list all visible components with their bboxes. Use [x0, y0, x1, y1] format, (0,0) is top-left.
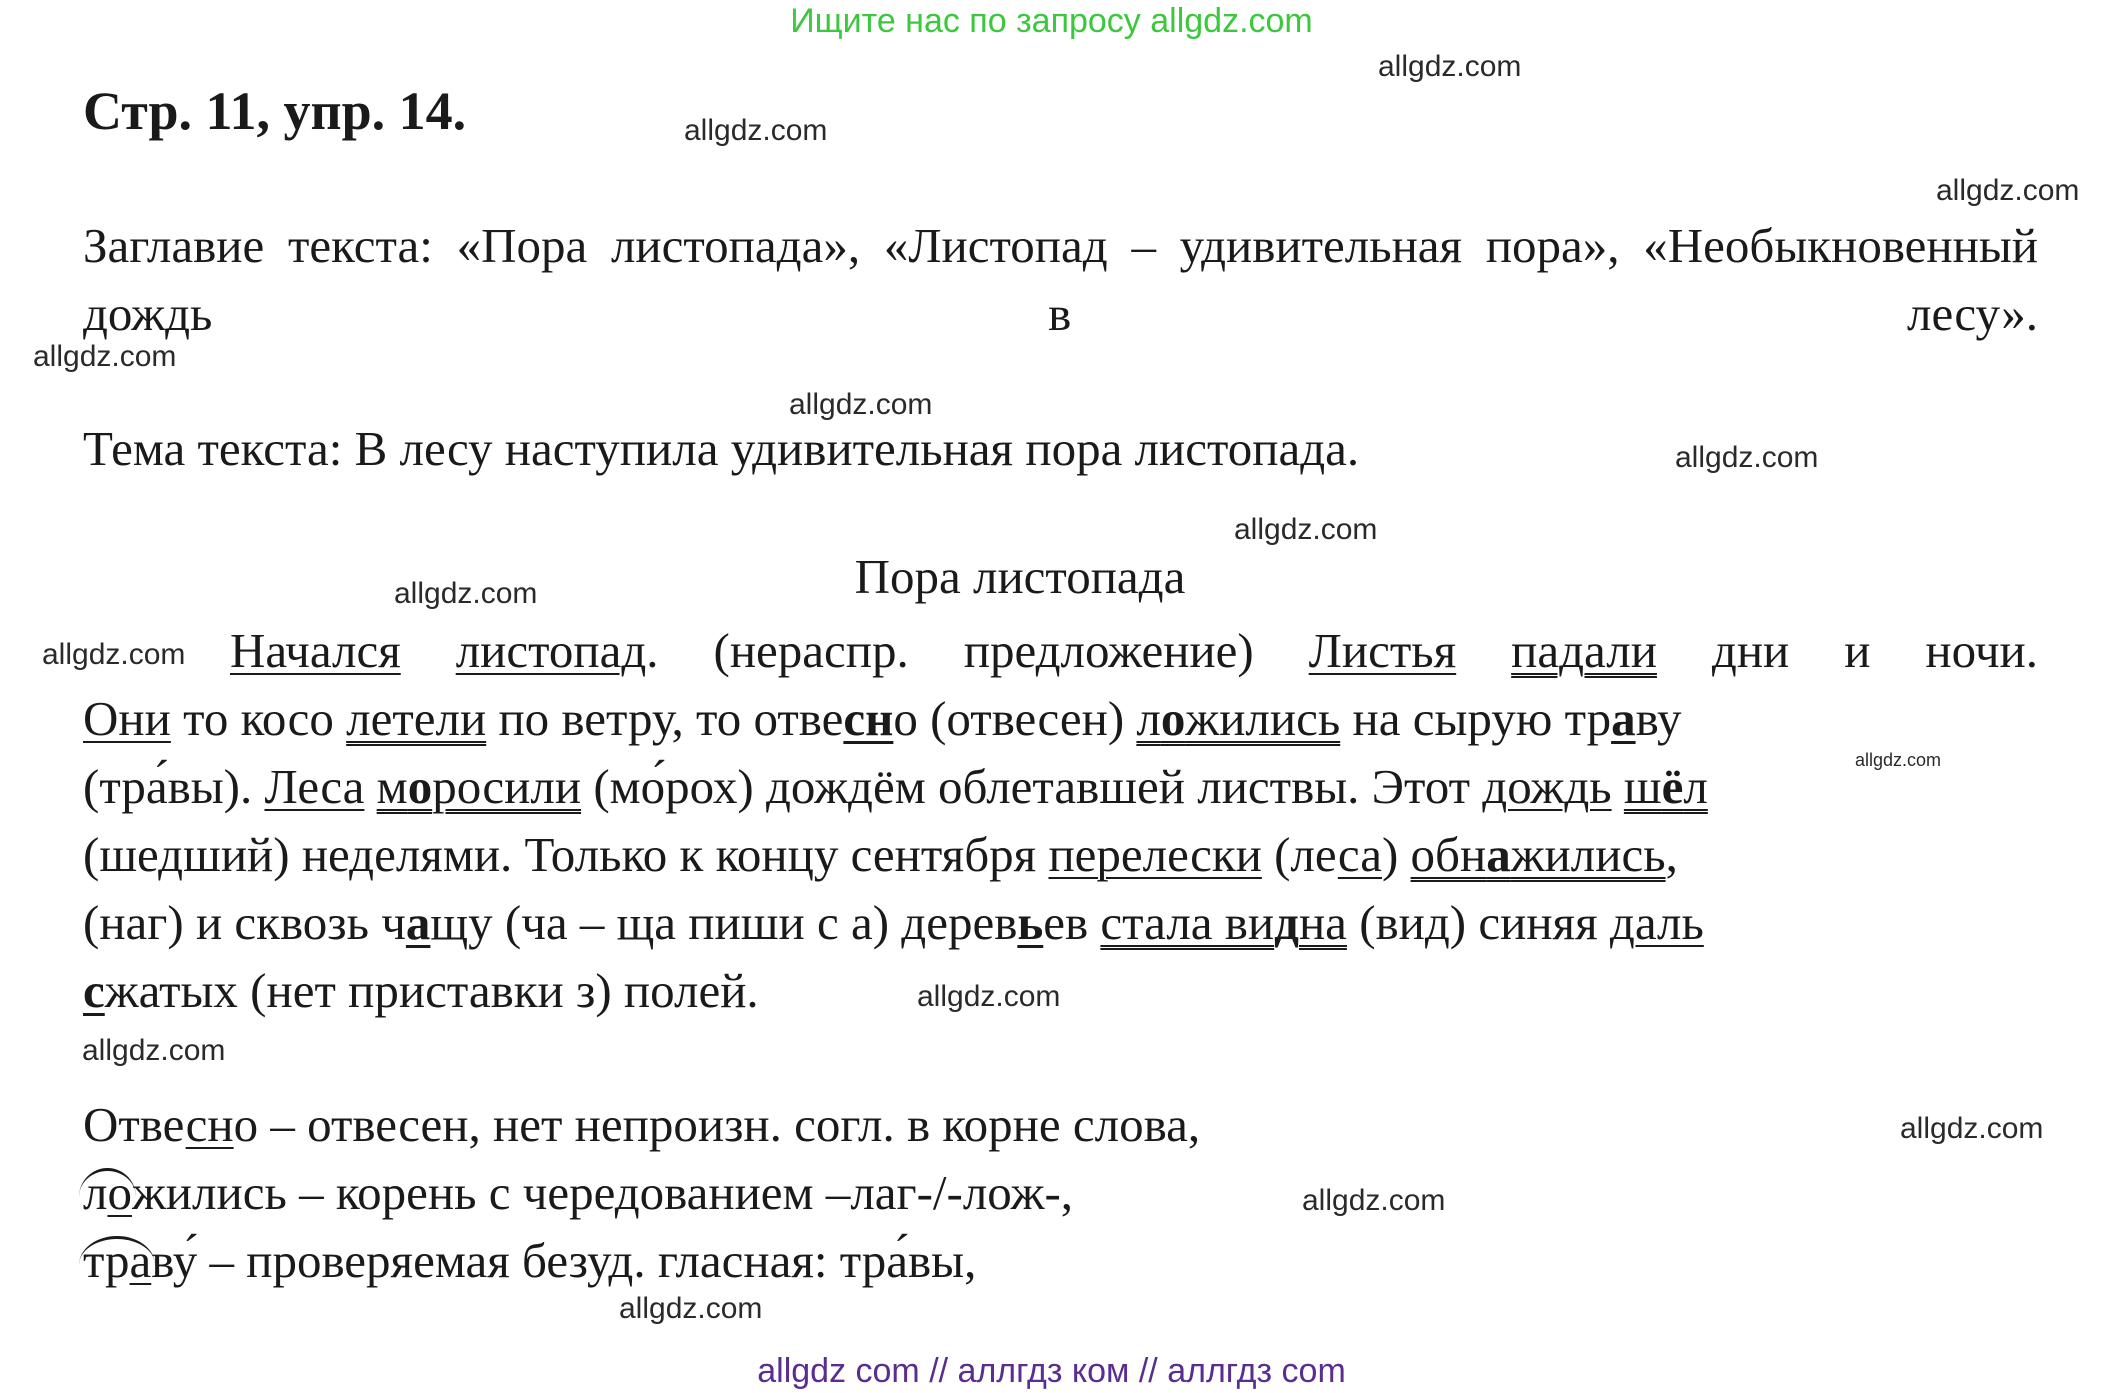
plain-text: о (отвесен)	[893, 691, 1137, 746]
watermark: allgdz.com	[82, 1034, 226, 1067]
subject-word: Начался	[230, 623, 401, 678]
text-heading: Пора листопада	[854, 549, 1186, 604]
watermark: allgdz.com	[1675, 441, 1819, 474]
plain-text: на сырую тр	[1340, 691, 1612, 746]
highlighted-letter: о	[407, 759, 433, 814]
subject-word: дождь	[1482, 759, 1612, 814]
body-line-5	[83, 894, 2038, 951]
plain-text: жились	[131, 1165, 287, 1220]
plain-text: (мо́рох) дождём облетавшей листвы. Этот	[581, 759, 1483, 814]
predicate-word	[1136, 691, 1340, 746]
predicate-word	[1100, 895, 1347, 950]
subject-word: перелески	[1048, 827, 1262, 882]
plain-text: (ле	[1261, 827, 1338, 882]
subject-word: листопад	[455, 623, 647, 678]
plain-text: Отве	[83, 1097, 186, 1152]
plain-text: дни и ночи.	[1656, 623, 2038, 678]
plain-text: (вид) синяя	[1346, 895, 1610, 950]
predicate-word	[1624, 759, 1708, 814]
word-part: ш	[1623, 759, 1662, 814]
predicate-word	[1411, 827, 1666, 882]
root-arc	[83, 1164, 132, 1221]
plain-text: . (нераспр. предложение)	[646, 623, 1309, 678]
highlighted-letter: а	[1611, 691, 1636, 746]
highlighted-letters: сн	[843, 691, 894, 746]
title-options-paragraph	[83, 212, 2038, 348]
plain-text: жатых (нет приставки з) полей.	[104, 963, 759, 1018]
space	[1612, 759, 1624, 814]
title-options-label: Заглавие текста:	[83, 218, 433, 273]
plain-text: ев	[1043, 895, 1101, 950]
watermark: allgdz.com	[1234, 513, 1378, 546]
highlighted-letter: ё	[1661, 759, 1684, 814]
word-part: жились	[1510, 827, 1666, 882]
subject-word: Леса	[264, 759, 365, 814]
plain-text: ву	[1635, 691, 1682, 746]
plain-text: ву́	[151, 1233, 198, 1288]
highlighted-letter: ь	[1017, 895, 1044, 950]
underlined-letters: сн	[185, 1097, 234, 1152]
word-part: на	[1298, 895, 1347, 950]
plain-text: )	[1381, 827, 1411, 882]
space	[1456, 623, 1511, 678]
watermark: allgdz.com	[42, 638, 186, 671]
word-part: м	[376, 759, 408, 814]
word-part: л	[83, 1165, 108, 1220]
watermark: allgdz.com	[1855, 750, 1942, 770]
highlighted-letter: о	[1160, 691, 1186, 746]
word-part: тр	[83, 1233, 130, 1288]
footer-links: allgdz com // аллгдз ком // аллгдз com	[757, 1352, 1346, 1390]
title-options-text: «Пора листопада», «Листопад – удивительная пора», «Необыкновенный дождь в лесу».	[83, 218, 2039, 341]
watermark: allgdz.com	[619, 1292, 763, 1325]
body-line-3	[83, 758, 2038, 815]
underlined-letter: о	[107, 1165, 132, 1220]
word-part: росили	[432, 759, 582, 814]
predicate-word: летели	[346, 691, 487, 746]
word-part: стала ви	[1100, 895, 1275, 950]
highlighted-letter: а	[1486, 827, 1511, 882]
space	[364, 759, 376, 814]
plain-text: (наг) и сквозь ч	[83, 895, 406, 950]
plain-text: – проверяемая безуд. гласная: тра́вы,	[197, 1233, 977, 1288]
note-line-3	[83, 1232, 976, 1289]
predicate-word: падали	[1511, 623, 1657, 678]
root-arc	[83, 1232, 151, 1289]
subject-word: даль	[1609, 895, 1704, 950]
predicate-word	[377, 759, 581, 814]
word-part: жились	[1185, 691, 1341, 746]
watermark: allgdz.com	[1302, 1184, 1446, 1217]
plain-text: – корень с чередованием –лаг-/-лож-,	[286, 1165, 1074, 1220]
plain-text: по ветру, то отве	[486, 691, 844, 746]
highlighted-letter: с	[83, 963, 105, 1018]
watermark: allgdz.com	[789, 388, 933, 421]
subject-word: Они	[83, 691, 171, 746]
plain-text: щу (ча – ща пиши с а) дерев	[430, 895, 1018, 950]
watermark: allgdz.com	[394, 577, 538, 610]
highlighted-letter: д	[1274, 895, 1299, 950]
underlined-letter: а	[129, 1233, 152, 1288]
watermark: allgdz.com	[684, 114, 828, 147]
body-line-4	[83, 826, 2038, 883]
underlined-letters: са	[1337, 827, 1382, 882]
plain-text: (тра́вы).	[83, 759, 265, 814]
note-line-2	[83, 1164, 1073, 1221]
body-line-1	[230, 622, 2038, 679]
watermark: allgdz.com	[1378, 50, 1522, 83]
search-banner: Ищите нас по запросу allgdz.com	[790, 2, 1313, 40]
subject-word: Листья	[1308, 623, 1457, 678]
page-title: Стр. 11, упр. 14.	[83, 81, 467, 141]
plain-text: (шедший) неделями. Только к концу сентября	[83, 827, 1049, 882]
body-line-2	[83, 690, 2038, 747]
highlighted-letter: а	[405, 895, 431, 950]
watermark: allgdz.com	[33, 340, 177, 373]
plain-text: о – отвесен, нет непроизн. согл. в корне слова,	[233, 1097, 1201, 1152]
space	[401, 623, 456, 678]
word-part: л	[1683, 759, 1708, 814]
watermark: allgdz.com	[1900, 1112, 2044, 1145]
word-part: обн	[1410, 827, 1487, 882]
watermark: allgdz.com	[917, 980, 1061, 1013]
watermark: allgdz.com	[1936, 174, 2080, 207]
word-part: л	[1136, 691, 1161, 746]
plain-text: то косо	[170, 691, 347, 746]
body-line-2-content	[83, 690, 1682, 747]
note-line-1	[83, 1096, 1200, 1153]
body-line-6	[83, 962, 759, 1019]
theme-line: Тема текста: В лесу наступила удивительная пора листопада.	[83, 421, 1360, 476]
plain-text: ,	[1665, 827, 1678, 882]
